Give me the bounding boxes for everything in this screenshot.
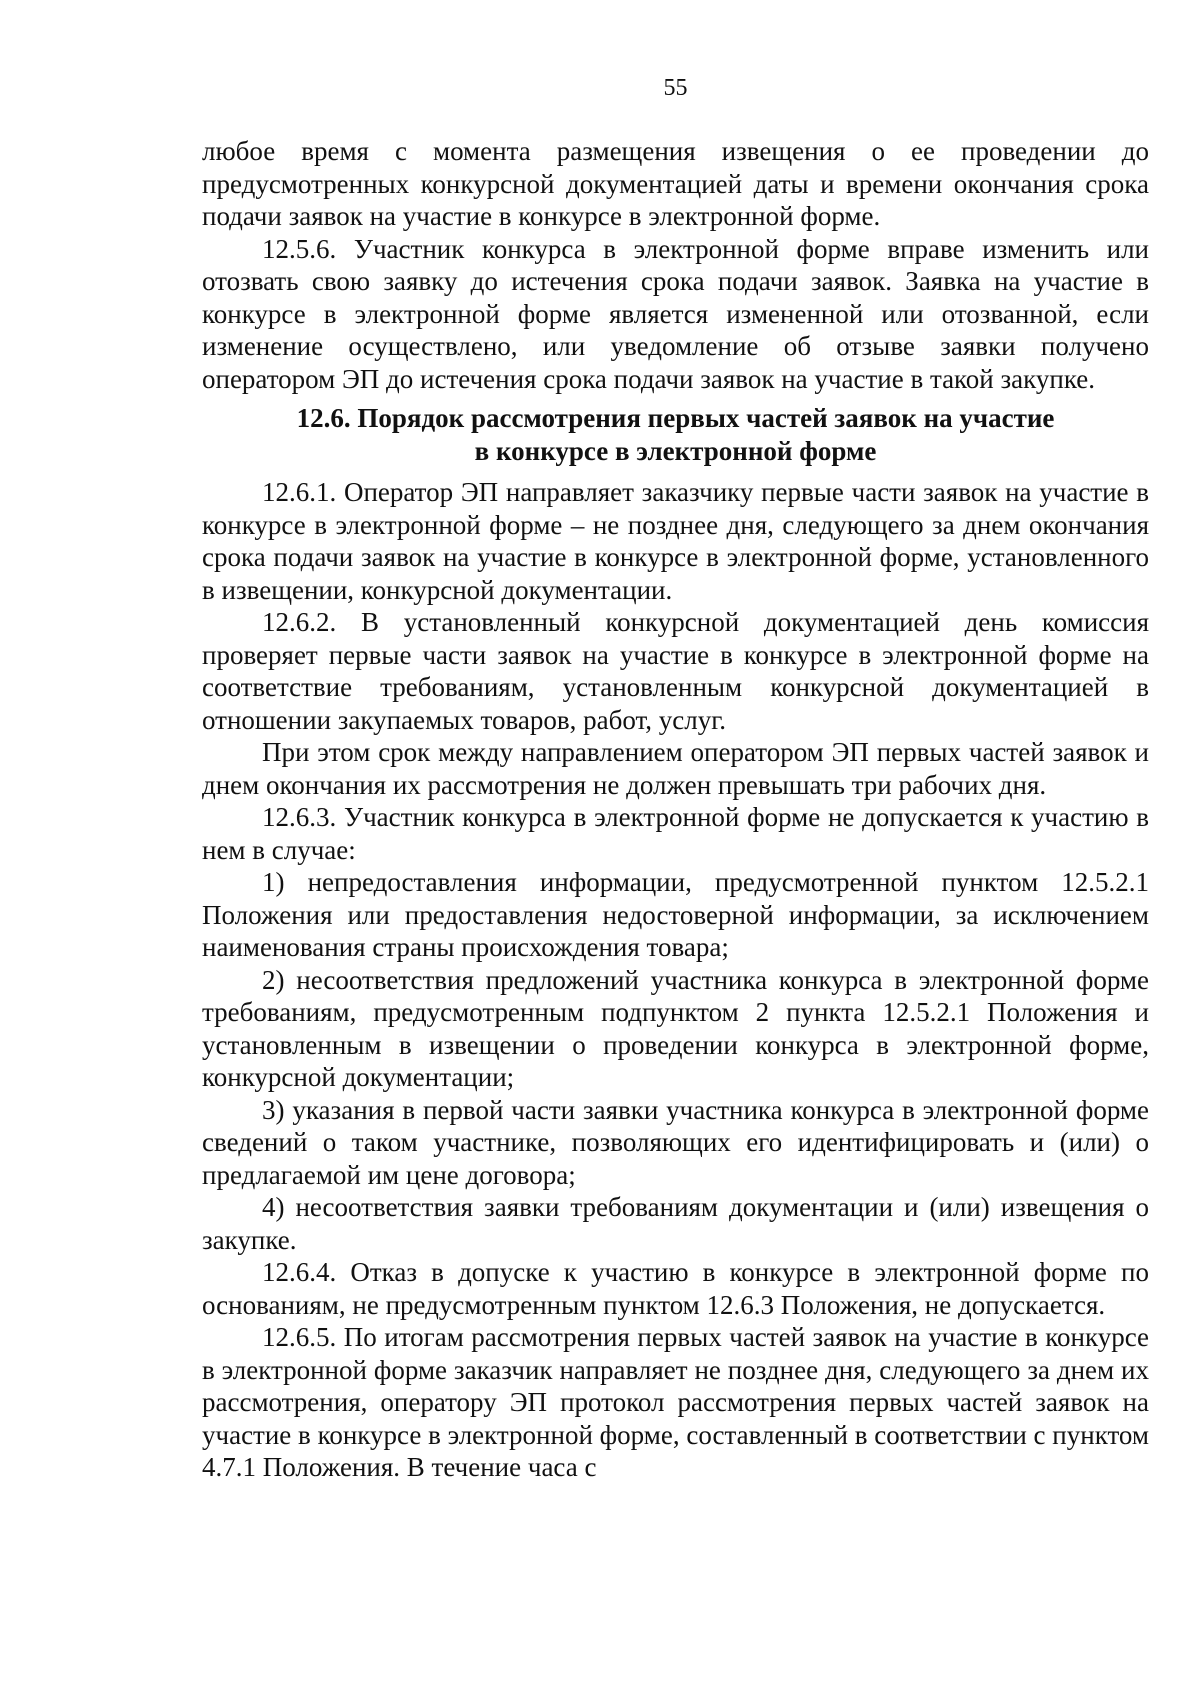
list-item-2: 2) несоответствия предложений участника конкурса в электронной форме требованиям, предусмотренным подпунктом 2 пункта 12.5.2.1 Положения и установленным в извещении о проведении конкурса в электронной форме, конкурсной документации; [202, 964, 1149, 1092]
list-item-4: 4) несоответствия заявки требованиям документации и (или) извещения о закупке. [202, 1192, 1149, 1255]
list-item-1: 1) непредоставления информации, предусмотренной пунктом 12.5.2.1 Положения или предоставления недостоверной информации, за исключением наименования страны происхождения товара; [202, 867, 1149, 962]
section-heading-12-6 [202, 402, 1149, 467]
paragraph-review-term: При этом срок между направлением оператором ЭП первых частей заявок и днем окончания их рассмотрения не должен превышать три рабочих дня. [202, 737, 1149, 800]
page-number: 55 [663, 75, 688, 101]
paragraph-12-6-2: 12.6.2. В установленный конкурсной документацией день комиссия проверяет первые части заявок на участие в конкурсе в электронной форме на соответствие требованиям, установленным конкурсной документацией в отношении закупаемых товаров, работ, услуг. [202, 607, 1149, 735]
paragraph-12-6-3: 12.6.3. Участник конкурса в электронной форме не допускается к участию в нем в случае: [202, 802, 1149, 865]
paragraph-continuation: любое время с момента размещения извещения о ее проведении до предусмотренных конкурсной документацией даты и времени окончания срока подачи заявок на участие в конкурсе в электронной форме. [202, 136, 1149, 231]
paragraph-12-6-1: 12.6.1. Оператор ЭП направляет заказчику первые части заявок на участие в конкурсе в электронной форме – не позднее дня, следующего за днем окончания срока подачи заявок на участие в конкурсе в электронной форме, установленного в извещении, конкурсной документации. [202, 477, 1149, 605]
paragraph-12-5-6: 12.5.6. Участник конкурса в электронной форме вправе изменить или отозвать свою заявку до истечения срока подачи заявок. Заявка на участие в конкурсе в электронной форме является измененной или отозванной, если изменение осуществлено, или уведомление об отзыве заявки получено оператором ЭП до истечения срока подачи заявок на участие в такой закупке. [202, 233, 1149, 394]
paragraph-12-6-4: 12.6.4. Отказ в допуске к участию в конкурсе в электронной форме по основаниям, не предусмотренным пунктом 12.6.3 Положения, не допускается. [202, 1257, 1149, 1320]
section-heading-line-1: 12.6. Порядок рассмотрения первых частей заявок на участие [296, 403, 1055, 433]
document-body [202, 135, 1149, 1484]
list-item-3: 3) указания в первой части заявки участника конкурса в электронной форме сведений о таком участнике, позволяющих его идентифицировать и (или) о предлагаемой им цене договора; [202, 1094, 1149, 1190]
paragraph-12-6-5: 12.6.5. По итогам рассмотрения первых частей заявок на участие в конкурсе в электронной форме заказчик направляет не позднее дня, следующего за днем их рассмотрения, оператору ЭП протокол рассмотрения первых частей заявок на участие в конкурсе в электронной форме, составленный в соответствии с пунктом 4.7.1 Положения. В течение часа с [202, 1322, 1149, 1482]
section-heading-line-2: в конкурсе в электронной форме [474, 435, 877, 466]
